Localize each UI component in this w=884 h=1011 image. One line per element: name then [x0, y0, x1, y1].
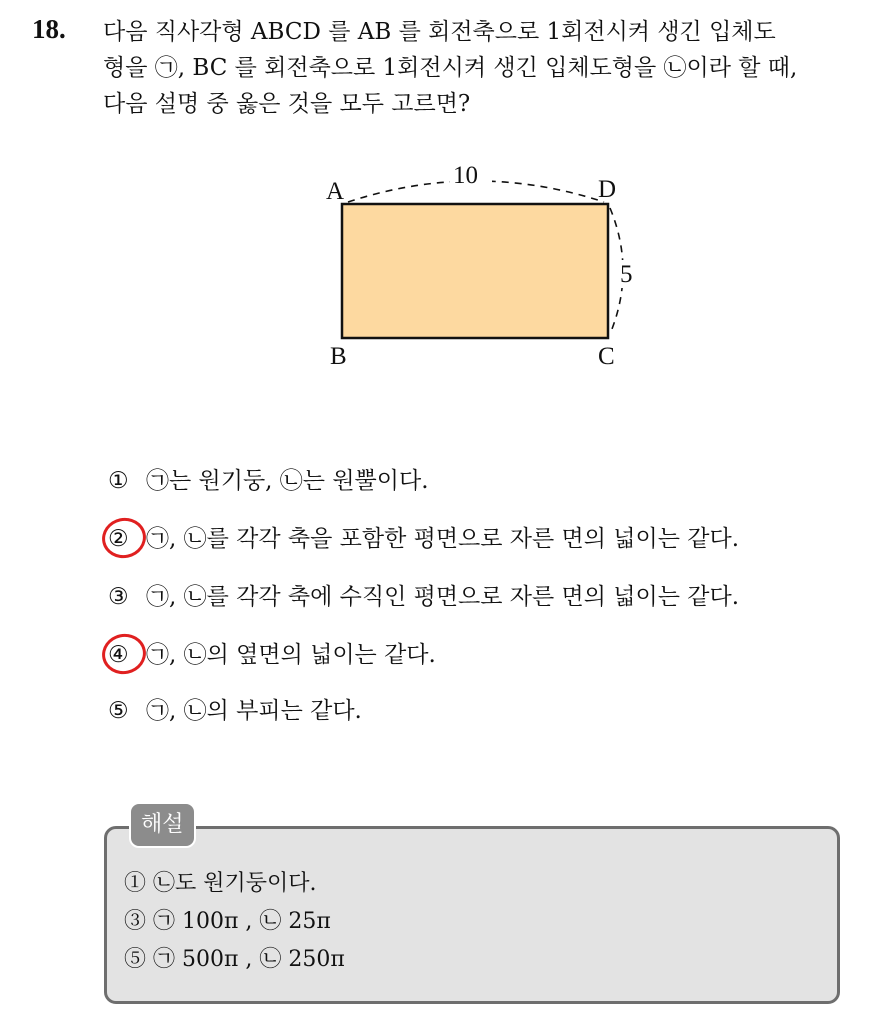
choice-4-number: ④: [108, 642, 129, 668]
choice-4-text: ㉠, ㉡의 옆면의 넓이는 같다.: [146, 642, 436, 668]
solution-tag: 해설: [129, 802, 196, 848]
length-10-label: 10: [453, 162, 478, 189]
rectangle-figure: [300, 150, 660, 380]
choice-1-number: ①: [108, 468, 129, 494]
choice-2-text: ㉠, ㉡를 각각 축을 포함한 평면으로 자른 면의 넓이는 같다.: [146, 526, 739, 552]
choice-3-text: ㉠, ㉡를 각각 축에 수직인 평면으로 자른 면의 넓이는 같다.: [146, 584, 739, 610]
vertex-a-label: A: [326, 178, 345, 205]
choice-4: [108, 636, 436, 669]
vertex-c-label: C: [598, 343, 615, 370]
choice-2-number: ②: [108, 526, 129, 552]
solution-line-1: ① ㉡도 원기둥이다.: [124, 871, 317, 896]
question-number: 18.: [32, 14, 66, 44]
question-text: [103, 14, 797, 122]
vertex-b-label: B: [330, 343, 347, 370]
choice-5-text: ㉠, ㉡의 부피는 같다.: [146, 698, 362, 724]
solution-line-2: ③ ㉠ 100π , ㉡ 25π: [124, 909, 331, 934]
solution-line-3: ⑤ ㉠ 500π , ㉡ 250π: [124, 947, 345, 972]
question-line-1: 다음 직사각형 ABCD 를 AB 를 회전축으로 1회전시켜 생긴 입체도: [103, 19, 776, 45]
choice-5: [108, 692, 362, 725]
choice-3: [108, 578, 739, 611]
vertex-d-label: D: [598, 176, 617, 203]
choice-3-number: ③: [108, 584, 129, 610]
question-line-3: 다음 설명 중 옳은 것을 모두 고르면?: [103, 91, 471, 117]
choice-5-number: ⑤: [108, 698, 129, 724]
rectangle-abcd: [342, 204, 608, 338]
choice-1-text: ㉠는 원기둥, ㉡는 원뿔이다.: [146, 468, 429, 494]
choice-2: [108, 520, 739, 553]
length-5-label: 5: [620, 261, 633, 288]
question-line-2: 형을 ㉠, BC 를 회전축으로 1회전시켜 생긴 입체도형을 ㉡이라 할 때,: [103, 55, 798, 81]
choice-1: [108, 462, 429, 495]
